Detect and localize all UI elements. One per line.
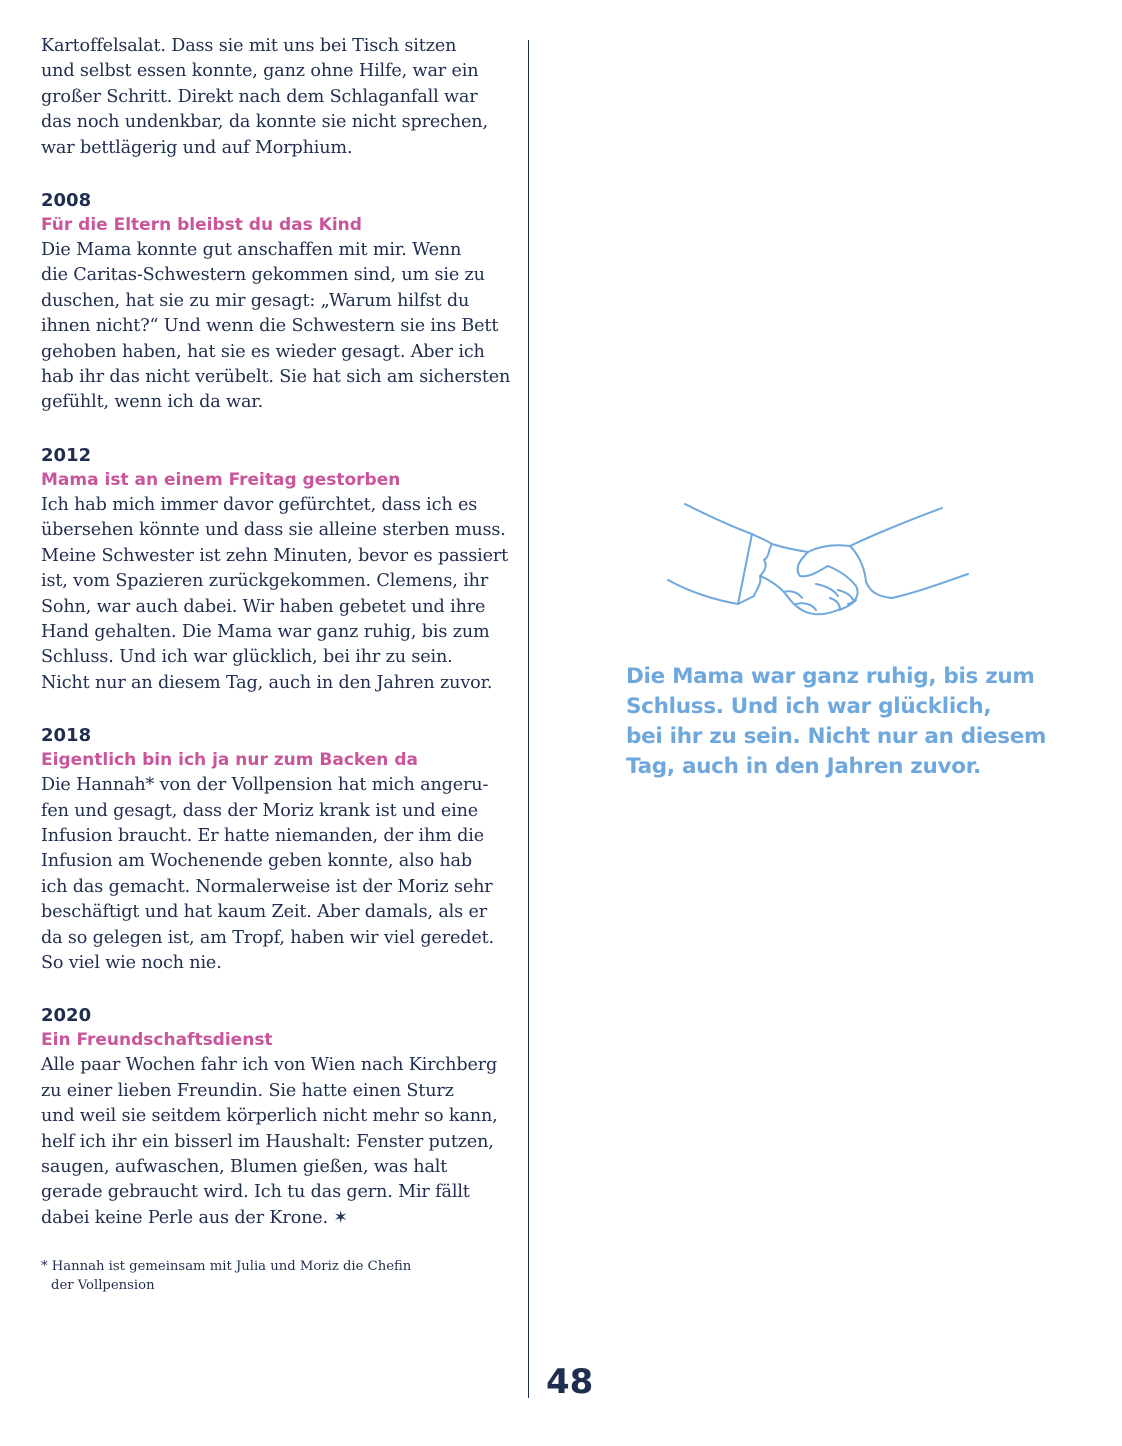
- quote-line: Die Mama war ganz ruhig, bis zum: [626, 664, 1035, 689]
- text-line: beschäftigt und hat kaum Zeit. Aber damals, als er: [41, 902, 487, 923]
- section-year: 2018: [41, 725, 92, 747]
- text-line: Die Hannah* von der Vollpension hat mich angeru-: [41, 775, 489, 796]
- section-year: 2020: [41, 1005, 92, 1027]
- text-line: und weil sie seitdem körperlich nicht mehr so kann,: [41, 1106, 498, 1127]
- text-line: Meine Schwester ist zehn Minuten, bevor es passiert: [41, 545, 509, 566]
- section-body: [41, 1053, 521, 1231]
- text-line: gehoben haben, hat sie es wieder gesagt. Aber ich: [41, 341, 485, 362]
- section-subtitle: Mama ist an einem Freitag gestorben: [41, 469, 401, 490]
- text-line: da so gelegen ist, am Tropf, haben wir viel geredet.: [41, 927, 494, 948]
- section-2008: [41, 188, 521, 416]
- text-line: Nicht nur an diesem Tag, auch in den Jahren zuvor.: [41, 672, 493, 693]
- quote-line: Schluss. Und ich war glücklich,: [626, 694, 992, 719]
- footnote-line: * Hannah ist gemeinsam mit Julia und Moriz die Chefin: [41, 1259, 412, 1275]
- text-line: fen und gesagt, dass der Moriz krank ist und eine: [41, 800, 479, 821]
- text-line: Alle paar Wochen fahr ich von Wien nach Kirchberg: [41, 1055, 498, 1076]
- text-line: das noch undenkbar, da konnte sie nicht sprechen,: [41, 112, 488, 133]
- section-2020: [41, 1003, 521, 1231]
- text-line: ich das gemacht. Normalerweise ist der Moriz sehr: [41, 876, 493, 897]
- text-column: [41, 34, 521, 1295]
- text-line: war bettlägerig und auf Morphium.: [41, 137, 353, 158]
- text-line: die Caritas-Schwestern gekommen sind, um sie zu: [41, 265, 485, 286]
- text-line: duschen, hat sie zu mir gesagt: „Warum hilfst du: [41, 290, 470, 311]
- text-line: helf ich ihr ein bisserl im Haushalt: Fenster putzen,: [41, 1131, 494, 1152]
- text-line: Hand gehalten. Die Mama war ganz ruhig, bis zum: [41, 621, 490, 642]
- text-line: und selbst essen konnte, ganz ohne Hilfe, war ein: [41, 61, 479, 82]
- section-2012: [41, 443, 521, 696]
- footnote-line: der Vollpension: [51, 1278, 155, 1294]
- text-line: zu einer lieben Freundin. Sie hatte einen Sturz: [41, 1080, 454, 1101]
- footnote: [41, 1257, 521, 1295]
- text-line: hab ihr das nicht verübelt. Sie hat sich am sichersten: [41, 367, 511, 388]
- section-year: 2012: [41, 444, 92, 466]
- text-line: Sohn, war auch dabei. Wir haben gebetet und ihre: [41, 596, 486, 617]
- column-divider: [528, 40, 529, 1398]
- page-number: 48: [546, 1362, 594, 1402]
- quote-line: Tag, auch in den Jahren zuvor.: [626, 754, 981, 779]
- text-line: gefühlt, wenn ich da war.: [41, 392, 264, 413]
- text-line: Infusion am Wochenende geben konnte, also hab: [41, 851, 472, 872]
- text-line: großer Schritt. Direkt nach dem Schlaganfall war: [41, 86, 478, 107]
- section-body: [41, 238, 521, 416]
- text-line: ist, vom Spazieren zurückgekommen. Clemens, ihr: [41, 571, 489, 592]
- text-line: ihnen nicht?“ Und wenn die Schwestern sie ins Bett: [41, 316, 499, 337]
- pull-quote: [626, 662, 1046, 782]
- text-line: Die Mama konnte gut anschaffen mit mir. Wenn: [41, 240, 462, 261]
- text-line: gerade gebraucht wird. Ich tu das gern. Mir fällt: [41, 1182, 470, 1203]
- section-2018: [41, 723, 521, 976]
- section-subtitle: Eigentlich bin ich ja nur zum Backen da: [41, 750, 418, 771]
- text-line: dabei keine Perle aus der Krone. ✶: [41, 1207, 349, 1228]
- text-line: Kartoffelsalat. Dass sie mit uns bei Tisch sitzen: [41, 36, 457, 56]
- text-line: Schluss. Und ich war glücklich, bei ihr zu sein.: [41, 647, 453, 668]
- text-line: saugen, aufwaschen, Blumen gießen, was halt: [41, 1157, 448, 1177]
- intro-paragraph: [41, 34, 521, 161]
- section-year: 2008: [41, 190, 92, 212]
- text-line: So viel wie noch nie.: [41, 952, 222, 973]
- text-line: Ich hab mich immer davor gefürchtet, dass ich es: [41, 494, 478, 515]
- quote-line: bei ihr zu sein. Nicht nur an diesem: [626, 724, 1047, 749]
- section-body: [41, 493, 521, 696]
- text-line: übersehen könnte und dass sie alleine sterben muss.: [41, 520, 506, 541]
- section-subtitle: Ein Freundschaftsdienst: [41, 1030, 273, 1051]
- section-subtitle: Für die Eltern bleibst du das Kind: [41, 215, 362, 236]
- section-body: [41, 773, 521, 976]
- handshake-icon: [660, 500, 980, 640]
- text-line: Infusion braucht. Er hatte niemanden, der ihm die: [41, 825, 484, 846]
